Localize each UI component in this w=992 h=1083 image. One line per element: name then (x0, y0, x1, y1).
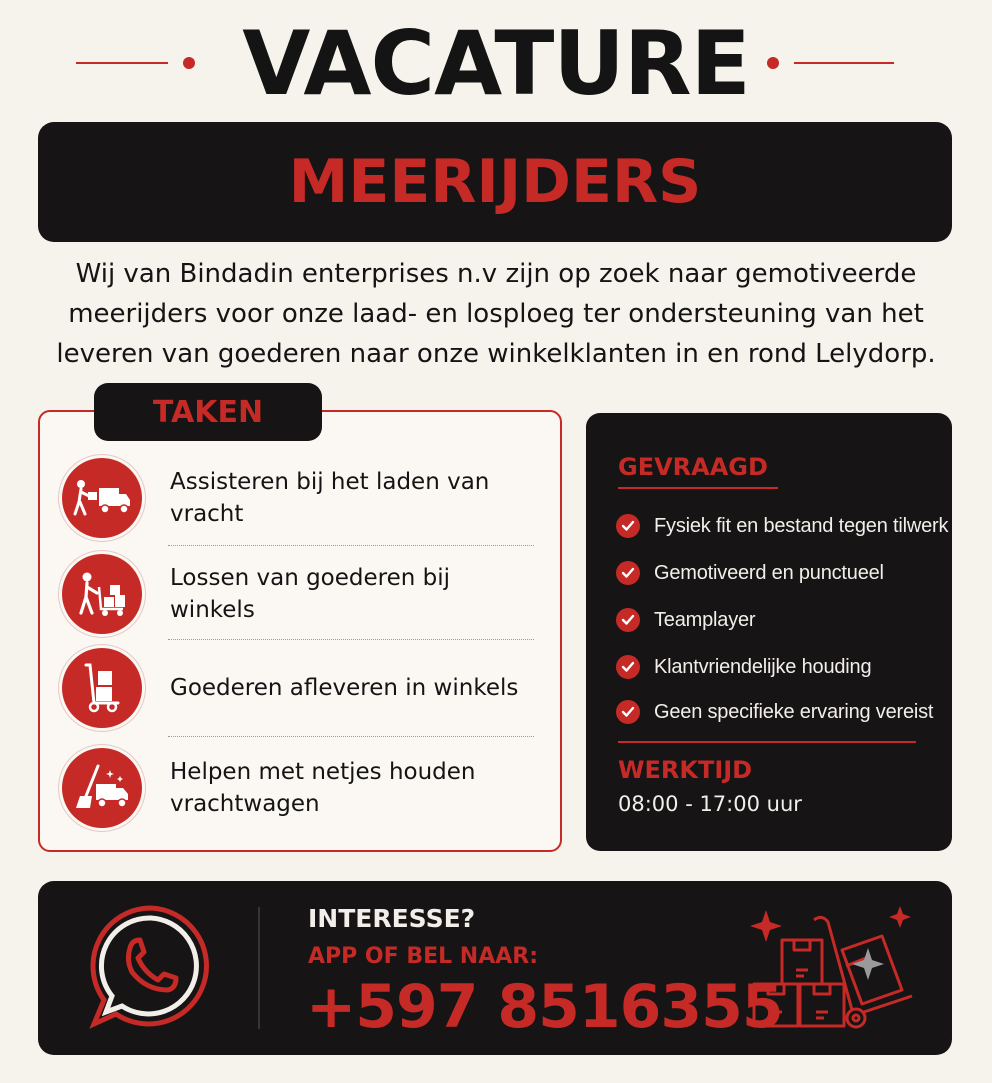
werktijd-heading: WERKTIJD (618, 756, 753, 784)
delivery-boxes-icon (742, 900, 922, 1040)
contact-divider (258, 907, 260, 1029)
task-item (62, 648, 542, 728)
unloading-cart-icon (62, 554, 142, 634)
contact-phone-number[interactable]: +597 8516355 (306, 972, 783, 1042)
requirement-item (616, 514, 948, 538)
task-label: Assisteren bij het laden van vracht (170, 469, 490, 527)
requirement-label: Gemotiveerd en punctueel (654, 561, 884, 584)
requirement-label: Klantvriendelijke houding (654, 655, 872, 678)
contact-interest: INTERESSE? (308, 904, 476, 933)
werktijd-hours: 08:00 - 17:00 uur (618, 792, 802, 816)
requirement-item (616, 608, 755, 632)
requirement-item (616, 655, 871, 679)
requirement-label: Teamplayer (654, 608, 756, 631)
task-label: Goederen afleveren in winkels (170, 675, 519, 701)
werktijd-divider (618, 741, 916, 743)
task-label: Lossen van goederen bij winkels (170, 565, 451, 623)
task-label (170, 756, 476, 820)
taken-heading-tab (94, 383, 322, 441)
check-icon (616, 700, 640, 724)
page-title: VACATURE (242, 12, 750, 115)
hand-truck-icon (62, 648, 142, 728)
task-separator (168, 545, 534, 546)
contact-call-label: APP OF BEL NAAR: (308, 944, 539, 969)
task-separator (168, 639, 534, 640)
requirement-label: Fysiek fit en bestand tegen tilwerk (654, 514, 949, 537)
check-icon (616, 561, 640, 585)
task-item (62, 458, 542, 538)
gevraagd-heading: GEVRAAGD (618, 453, 768, 481)
requirement-item (616, 700, 933, 724)
taken-heading: TAKEN (152, 394, 264, 430)
requirement-item (616, 561, 884, 585)
loading-truck-icon (62, 458, 142, 538)
role-banner (38, 122, 952, 242)
cleaning-truck-icon (62, 748, 142, 828)
task-item (62, 748, 542, 828)
check-icon (616, 608, 640, 632)
task-label-line: vrachtwagen (170, 791, 320, 817)
intro-line: meerijders voor onze laad- en losploeg ter ondersteuning van het (68, 299, 924, 329)
task-item (62, 554, 542, 634)
task-separator (168, 736, 534, 737)
role-title: MEERIJDERS (288, 147, 702, 217)
intro-line: Wij van Bindadin enterprises n.v zijn op zoek naar gemotiveerde (75, 259, 917, 289)
gevraagd-underline (618, 487, 778, 489)
check-icon (616, 655, 640, 679)
intro-line: leveren van goederen naar onze winkelklanten in en rond Lelydorp. (56, 339, 936, 369)
requirement-label: Geen specifieke ervaring vereist (654, 700, 934, 723)
whatsapp-icon[interactable] (86, 902, 216, 1032)
task-label-line: Helpen met netjes houden (170, 759, 476, 785)
intro-text (40, 254, 952, 374)
check-icon (616, 514, 640, 538)
